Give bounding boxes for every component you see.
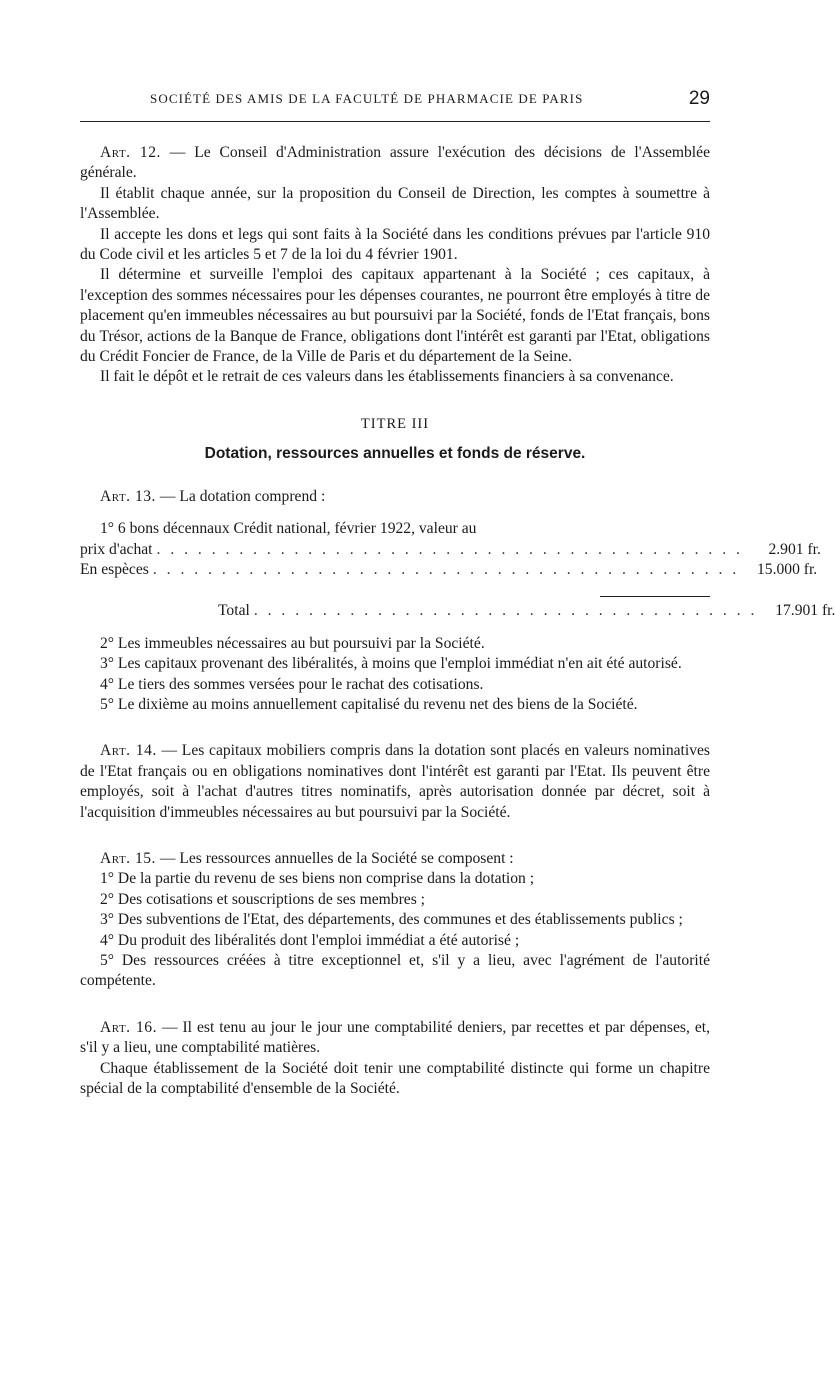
row-label: prix d'achat — [80, 540, 153, 558]
resource-item-2: 2° Des cotisations et souscriptions de ses membres ; — [100, 890, 425, 908]
dotation-item-2: 2° Les immeubles nécessaires au but poursuivi par la Société. — [100, 634, 485, 652]
art13-intro — [80, 487, 710, 507]
article-text: — Les capitaux mobiliers compris dans la dotation sont placés en valeurs nominatives de l'Etat français ou en obligations nominatives dont l'intérêt est garanti par l'Etat. Ils peuvent être employés, soit à l'achat d'autres titres nominatifs, après autorisation donnée par décret, soit à l'acquisition d'immeubles nécessaires au but poursuivi par la Société. — [80, 742, 710, 821]
row-label: En espèces — [80, 560, 149, 578]
dotation-item-1-line: 1° 6 bons décennaux Crédit national, février 1922, valeur au — [100, 520, 477, 538]
article-label: Art. 13. — [100, 487, 156, 505]
article-text: — Il est tenu au jour le jour une comptabilité deniers, par recettes et par dépenses, et, s'il y a lieu, une comptabilité matières. — [80, 1018, 710, 1057]
art14-paragraph — [80, 741, 710, 823]
article-label: Art. 16. — [100, 1018, 157, 1036]
header-rule — [80, 121, 710, 122]
article-label: Art. 14. — [100, 742, 157, 760]
article-text: — Les ressources annuelles de la Société se composent : — [155, 849, 514, 867]
art12-paragraph-2: Il établit chaque année, sur la proposition du Conseil de Direction, les comptes à soumettre à l'Assemblée. — [80, 184, 710, 223]
art16-paragraph-2: Chaque établissement de la Société doit tenir une comptabilité distincte qui forme un chapitre spécial de la comptabilité d'ensemble de la Société. — [80, 1059, 710, 1098]
art16-paragraph-1 — [80, 1018, 710, 1059]
dotation-row-purchase-price — [80, 540, 821, 560]
resource-item-4: 4° Du produit des libéralités dont l'emploi immédiat a été autorisé ; — [100, 931, 520, 949]
article-text: — Le Conseil d'Administration assure l'exécution des décisions de l'Assemblée générale. — [80, 144, 710, 182]
dotation-item-4: 4° Le tiers des sommes versées pour le rachat des cotisations. — [100, 675, 484, 693]
dotation-row-total — [80, 601, 835, 621]
section-subtitle: Dotation, ressources annuelles et fonds de réserve. — [204, 445, 586, 463]
art12-paragraph-4: Il détermine et surveille l'emploi des capitaux appartenant à la Société ; ces capitaux, à l'exception des sommes nécessaires pour les dépenses courantes, ne pourront être employés à titre de placement qu'en immeubles nécessaires au but poursuivi par la Société, fonds de l'Etat français, bons du Trésor, actions de la Banque de France, obligations dont l'intérêt est garanti par l'Etat, obligations du Crédit Foncier de France, de la Ville de Paris et du département de la Seine. — [80, 266, 710, 366]
row-label: Total — [218, 602, 250, 620]
resource-item-5: 5° Des ressources créées à titre exceptionnel et, s'il y a lieu, avec l'agrément de l'autorité compétente. — [80, 952, 710, 990]
leader-dots: . . . . . . . . . . . . . . . . . . . . . . . . . . . . . . . . . . . . . . . . . . . — [152, 560, 740, 578]
dotation-row-cash — [80, 560, 818, 580]
resource-item-1: 1° De la partie du revenu de ses biens non comprise dans la dotation ; — [100, 870, 535, 888]
art12-paragraph-3: Il accepte les dons et legs qui sont faits à la Société dans les conditions prévues par l'article 910 du Code civil et les articles 5 et 7 de la loi du 4 février 1901. — [80, 225, 710, 264]
article-label: Art. 15. — [100, 849, 156, 867]
dotation-item-3: 3° Les capitaux provenant des libéralités, à moins que l'emploi immédiat n'en ait été autorisé. — [100, 655, 682, 673]
section-heading: TITRE III — [360, 415, 430, 432]
page-header — [80, 88, 710, 114]
article-text: — La dotation comprend : — [155, 487, 326, 505]
document-body — [80, 143, 835, 1099]
leader-dots: . . . . . . . . . . . . . . . . . . . . . . . . . . . . . . . . . . . . . . . . . . . — [156, 540, 743, 558]
row-amount: 2.901 fr. — [768, 540, 821, 558]
resource-item-3: 3° Des subventions de l'Etat, des départements, des communes et des établissements publics ; — [100, 911, 683, 929]
article-label: Art. 12. — [100, 144, 161, 161]
art12-paragraph-5: Il fait le dépôt et le retrait de ces valeurs dans les établissements financiers à sa convenance. — [100, 368, 674, 386]
art12-paragraph-1 — [80, 143, 710, 184]
row-amount: 15.000 fr. — [757, 560, 818, 578]
total-rule — [600, 596, 710, 597]
running-title: SOCIÉTÉ DES AMIS DE LA FACULTÉ DE PHARMACIE DE PARIS — [150, 91, 584, 106]
dotation-item-5: 5° Le dixième au moins annuellement capitalisé du revenu net des biens de la Société. — [100, 695, 638, 713]
row-amount: 17.901 fr. — [775, 602, 835, 620]
page-number: 29 — [688, 88, 710, 109]
leader-dots: . . . . . . . . . . . . . . . . . . . . . . . . . . . . . . . . . . . . . — [253, 602, 758, 620]
art15-intro — [80, 849, 710, 869]
